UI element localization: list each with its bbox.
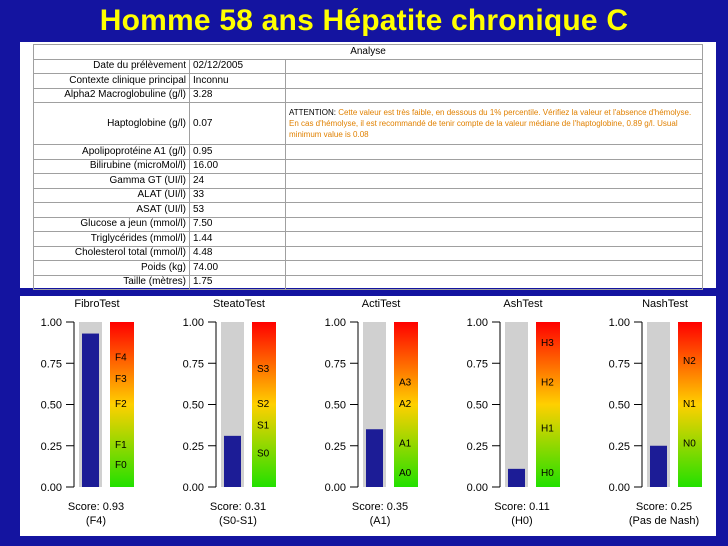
stage-result-label: (F4) xyxy=(85,515,107,527)
score-bar xyxy=(224,436,241,487)
table-row xyxy=(34,217,703,232)
tick-label: 0.50 xyxy=(324,399,346,412)
score-label: Score: 0.25 xyxy=(635,501,693,513)
tick-label: 0.00 xyxy=(324,482,346,494)
page-title: Homme 58 ans Hépatite chronique C xyxy=(99,4,629,37)
tick-label: 1.00 xyxy=(466,317,488,329)
table-row xyxy=(34,88,703,103)
row-note xyxy=(286,217,703,232)
tick-label: 0.50 xyxy=(40,399,62,412)
tick-label: 0.75 xyxy=(324,358,346,371)
stage-label: S1 xyxy=(257,420,270,432)
row-value: 74.00 xyxy=(190,261,286,276)
row-note xyxy=(286,159,703,174)
score-bar xyxy=(82,334,99,487)
attention-label: ATTENTION: xyxy=(289,108,339,117)
row-label: Bilirubine (microMol/l) xyxy=(34,159,190,174)
stage-label: H0 xyxy=(541,468,554,480)
table-row xyxy=(34,159,703,174)
table-row xyxy=(34,203,703,218)
stage-label: F3 xyxy=(115,374,127,386)
tick-label: 0.25 xyxy=(324,440,346,453)
table-row xyxy=(34,74,703,89)
stage-label: A1 xyxy=(399,438,412,450)
tick-label: 0.75 xyxy=(40,358,62,371)
stage-label: N2 xyxy=(683,355,696,367)
stage-label: F1 xyxy=(115,440,127,452)
stage-label: A2 xyxy=(399,398,412,410)
tick-label: 0.75 xyxy=(466,358,488,371)
row-value: 24 xyxy=(190,174,286,189)
score-label: Score: 0.31 xyxy=(209,501,267,513)
table-row xyxy=(34,246,703,261)
row-note xyxy=(286,188,703,203)
row-note xyxy=(286,246,703,261)
tick-label: 0.50 xyxy=(608,399,630,412)
stage-label: H3 xyxy=(541,337,554,349)
table-row xyxy=(34,145,703,160)
row-label: ASAT (UI/l) xyxy=(34,203,190,218)
row-note xyxy=(286,88,703,103)
row-label: ALAT (UI/l) xyxy=(34,188,190,203)
bar-track xyxy=(505,322,528,487)
row-value: 02/12/2005 xyxy=(190,59,286,74)
tick-label: 0.00 xyxy=(608,482,630,494)
stage-label: A3 xyxy=(399,377,412,389)
tick-label: 0.00 xyxy=(182,482,204,494)
row-label: Glucose a jeun (mmol/l) xyxy=(34,217,190,232)
stage-result-label: (S0-S1) xyxy=(219,515,257,527)
stage-label: S0 xyxy=(257,448,270,460)
row-note xyxy=(286,59,703,74)
row-note xyxy=(286,145,703,160)
table-row xyxy=(34,261,703,276)
tick-label: 0.50 xyxy=(466,399,488,412)
row-note xyxy=(286,203,703,218)
row-value: 7.50 xyxy=(190,217,286,232)
row-value: 16.00 xyxy=(190,159,286,174)
stage-result-label: (A1) xyxy=(369,515,391,527)
row-note xyxy=(286,232,703,247)
stage-label: A0 xyxy=(399,468,412,480)
tick-label: 0.50 xyxy=(182,399,204,412)
score-bar xyxy=(366,429,383,487)
row-label: Date du prélèvement xyxy=(34,59,190,74)
row-note xyxy=(286,174,703,189)
row-note xyxy=(286,74,703,89)
stage-label: H2 xyxy=(541,377,554,389)
table-row xyxy=(34,59,703,74)
tick-label: 0.75 xyxy=(182,358,204,371)
stage-label: F2 xyxy=(115,398,127,410)
row-label: Cholesterol total (mmol/l) xyxy=(34,246,190,261)
tick-label: 0.00 xyxy=(40,482,62,494)
table-row xyxy=(34,188,703,203)
stage-label: F0 xyxy=(115,459,127,471)
stage-label: N0 xyxy=(683,438,696,450)
row-label: Poids (kg) xyxy=(34,261,190,276)
charts-panel xyxy=(20,296,716,536)
row-note xyxy=(286,261,703,276)
tick-label: 0.25 xyxy=(466,440,488,453)
row-label: Apolipoprotéine A1 (g/l) xyxy=(34,145,190,160)
row-label: Taille (mètres) xyxy=(34,275,190,290)
score-bar xyxy=(650,446,667,487)
row-label: Triglycérides (mmol/l) xyxy=(34,232,190,247)
table-row xyxy=(34,232,703,247)
stage-result-label: (H0) xyxy=(511,515,533,527)
row-label: Gamma GT (UI/l) xyxy=(34,174,190,189)
chart-title: AshTest xyxy=(503,298,543,310)
row-label: Haptoglobine (g/l) xyxy=(34,103,190,145)
analysis-table xyxy=(33,44,703,290)
tick-label: 1.00 xyxy=(182,317,204,329)
row-value: 3.28 xyxy=(190,88,286,103)
row-value: 0.95 xyxy=(190,145,286,160)
row-value: Inconnu xyxy=(190,74,286,89)
tick-label: 1.00 xyxy=(40,317,62,329)
tick-label: 0.00 xyxy=(466,482,488,494)
score-label: Score: 0.93 xyxy=(67,501,125,513)
analysis-table-panel xyxy=(20,42,716,288)
tick-label: 0.25 xyxy=(40,440,62,453)
tick-label: 0.25 xyxy=(608,440,630,453)
table-row xyxy=(34,174,703,189)
chart-title: FibroTest xyxy=(74,298,120,310)
row-note xyxy=(286,275,703,290)
stage-label: F4 xyxy=(115,352,127,364)
stage-label: N1 xyxy=(683,398,696,410)
table-row xyxy=(34,275,703,290)
row-value: 53 xyxy=(190,203,286,218)
chart-title: NashTest xyxy=(642,298,688,310)
row-value: 1.44 xyxy=(190,232,286,247)
tick-label: 0.25 xyxy=(182,440,204,453)
row-note xyxy=(286,103,703,145)
stage-label: H1 xyxy=(541,423,554,435)
table-header-row xyxy=(34,45,703,60)
row-value: 0.07 xyxy=(190,103,286,145)
tick-label: 1.00 xyxy=(324,317,346,329)
row-label: Contexte clinique principal xyxy=(34,74,190,89)
row-value: 1.75 xyxy=(190,275,286,290)
score-charts xyxy=(20,296,716,536)
stage-label: S2 xyxy=(257,398,270,410)
row-value: 33 xyxy=(190,188,286,203)
note-text: Cette valeur est très faible, en dessous du 1% percentile. Vérifiez la valeur et l'absence d'hémolyse. En cas d'hémolyse, il est recommandé de tenir compte de la valeur médiane de l'haptoglobine, 0.89 g/l. Usual minimum value is 0.08 xyxy=(289,108,692,139)
stage-result-label: (Pas de Nash) xyxy=(628,515,700,527)
stage-label: S3 xyxy=(257,364,270,376)
chart-title: ActiTest xyxy=(361,298,401,310)
score-label: Score: 0.35 xyxy=(351,501,409,513)
score-bar xyxy=(508,469,525,487)
tick-label: 1.00 xyxy=(608,317,630,329)
tick-label: 0.75 xyxy=(608,358,630,371)
chart-title: SteatoTest xyxy=(213,298,265,310)
score-label: Score: 0.11 xyxy=(494,501,550,513)
row-label: Alpha2 Macroglobuline (g/l) xyxy=(34,88,190,103)
table-row xyxy=(34,103,703,145)
table-header: Analyse xyxy=(34,45,703,60)
row-value: 4.48 xyxy=(190,246,286,261)
